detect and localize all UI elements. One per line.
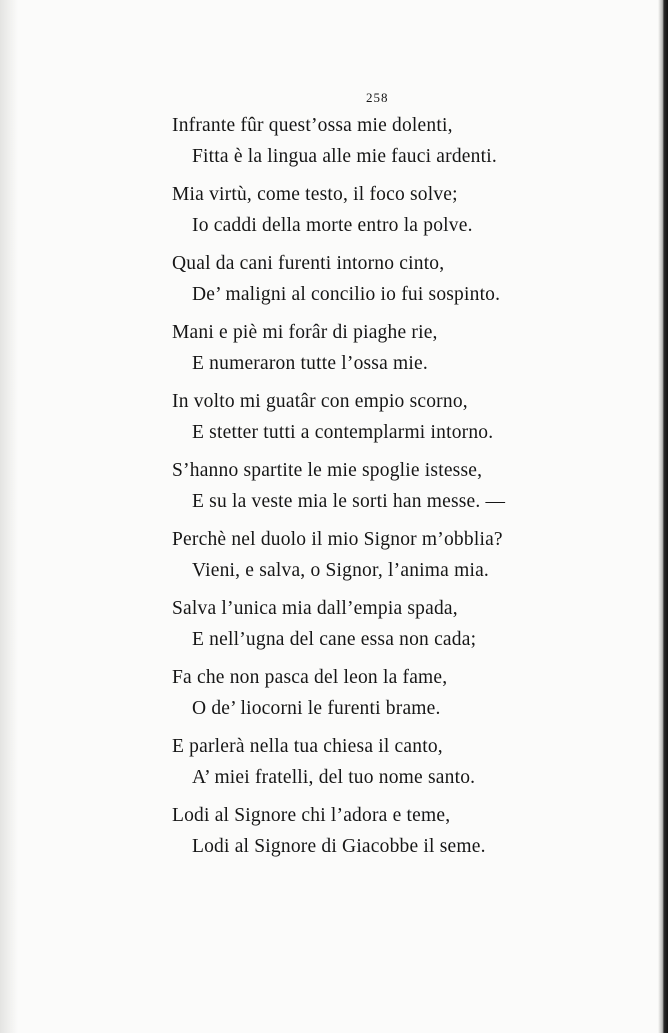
gutter-shadow (0, 0, 18, 1033)
stanza (172, 524, 612, 593)
verse-line: Fitta è la lingua alle mie fauci ardenti. (192, 146, 497, 167)
stanza (172, 662, 612, 731)
stanza (172, 110, 612, 179)
verse-line: Io caddi della morte entro la polve. (192, 215, 473, 236)
verse-line: Salva l’unica mia dall’empia spada, (172, 598, 458, 619)
verse-line: Qual da cani furenti intorno cinto, (172, 253, 445, 274)
stanza (172, 386, 612, 455)
stanza (172, 455, 612, 524)
stanza (172, 179, 612, 248)
stanza (172, 800, 612, 869)
verse-line: Vieni, e salva, o Signor, l’anima mia. (192, 560, 489, 581)
verse-line: S’hanno spartite le mie spoglie istesse, (172, 460, 483, 481)
verse-line: Lodi al Signore di Giacobbe il seme. (192, 836, 486, 857)
verse-line: E su la veste mia le sorti han messe. — (192, 491, 506, 512)
verse-line: De’ maligni al concilio io fui sospinto. (192, 284, 501, 305)
poem-body (172, 110, 612, 869)
verse-line: Lodi al Signore chi l’adora e teme, (172, 805, 451, 826)
verse-line: O de’ liocorni le furenti brame. (192, 698, 441, 719)
page-number: 258 (366, 90, 389, 105)
verse-line: Infrante fûr quest’ossa mie dolenti, (172, 115, 453, 136)
verse-line: E numeraron tutte l’ossa mie. (192, 353, 428, 374)
page-edge (658, 0, 668, 1033)
verse-line: Fa che non pasca del leon la fame, (172, 667, 448, 688)
verse-line: Mani e piè mi forâr di piaghe rie, (172, 322, 438, 343)
stanza (172, 593, 612, 662)
stanza (172, 248, 612, 317)
verse-line: In volto mi guatâr con empio scorno, (172, 391, 468, 412)
verse-line: E stetter tutti a contemplarmi intorno. (192, 422, 494, 443)
stanza (172, 731, 612, 800)
verse-line: Mia virtù, come testo, il foco solve; (172, 184, 458, 205)
stanza (172, 317, 612, 386)
verse-line: Perchè nel duolo il mio Signor m’obblia? (172, 529, 503, 550)
verse-line: A’ miei fratelli, del tuo nome santo. (192, 767, 476, 788)
verse-line: E nell’ugna del cane essa non cada; (192, 629, 477, 650)
verse-line: E parlerà nella tua chiesa il canto, (172, 736, 443, 757)
